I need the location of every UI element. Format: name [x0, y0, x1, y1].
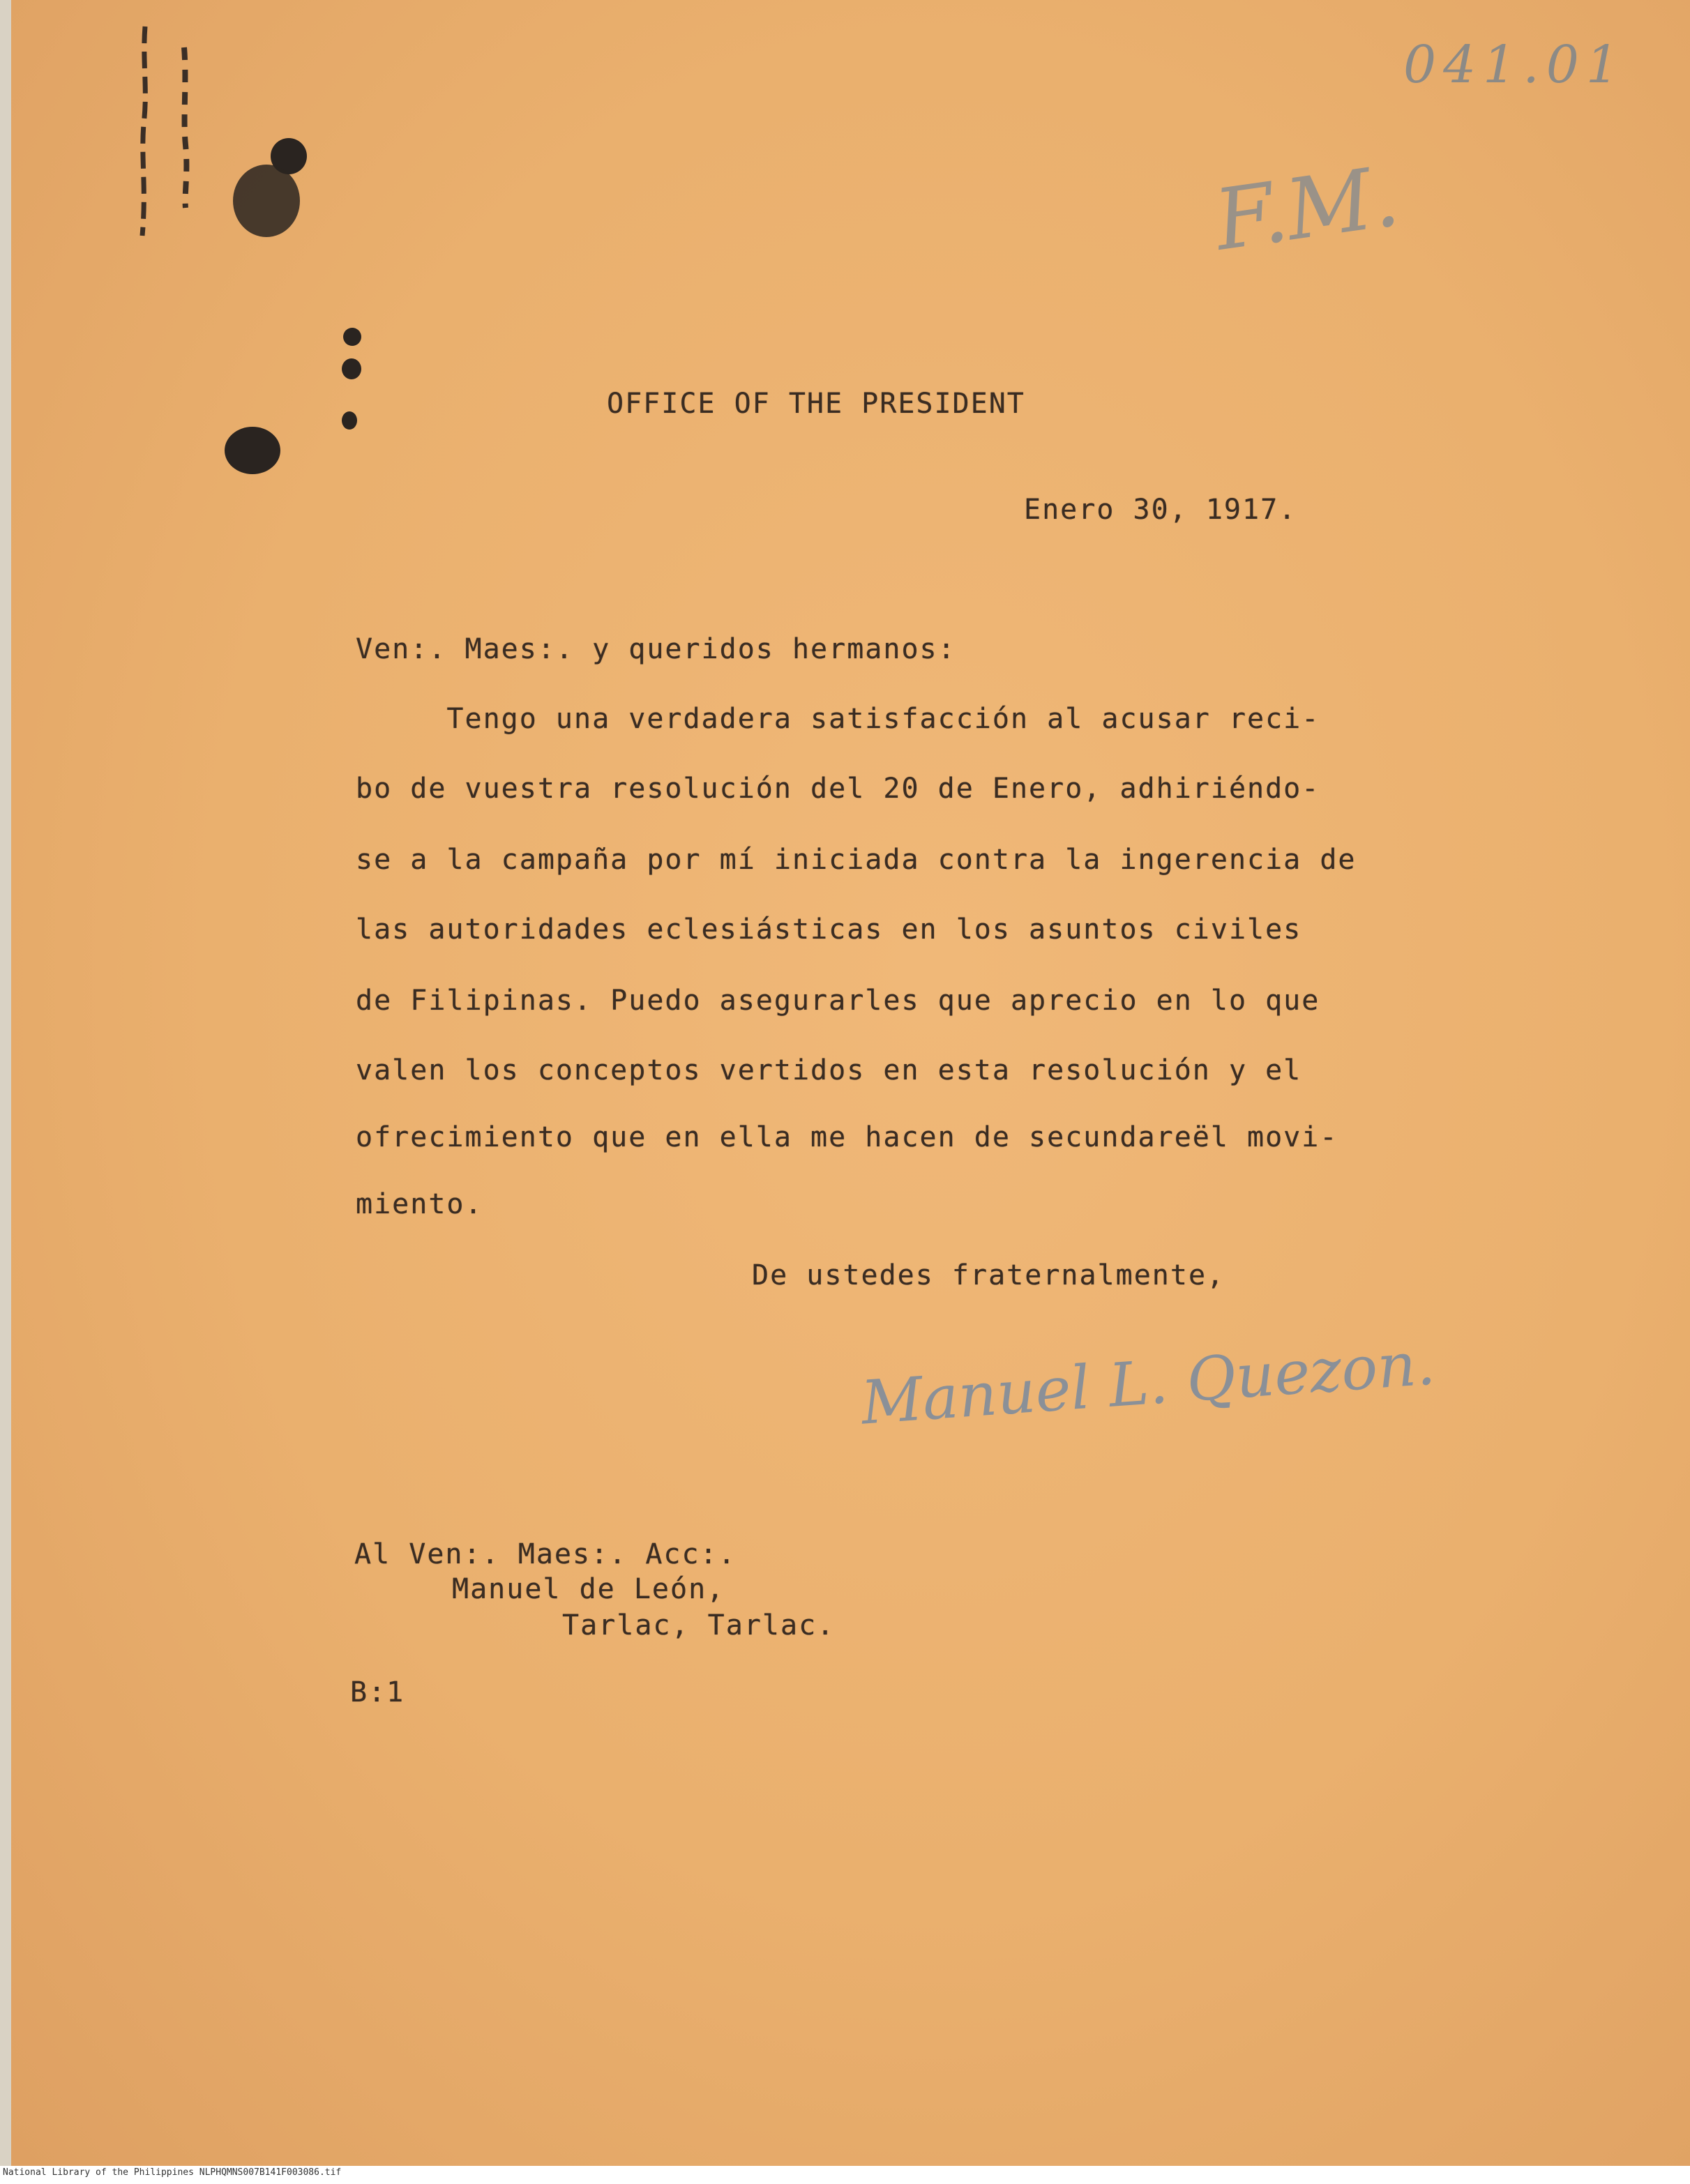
recipient-line-2: Manuel de León, — [452, 1573, 725, 1605]
scan-left-edge — [0, 0, 11, 2166]
ink-spot — [342, 358, 361, 379]
closing: De ustedes fraternalmente, — [752, 1259, 1225, 1291]
document-page — [11, 0, 1690, 2166]
body-line: de Filipinas. Puedo asegurarles que aprecio en lo que — [356, 985, 1320, 1017]
body-line: Tengo una verdadera satisfacción al acusar reci- — [356, 703, 1320, 735]
archive-number: 041.01 — [1403, 35, 1626, 95]
salutation: Ven:. Maes:. y queridos hermanos: — [356, 633, 956, 665]
binding-holes — [135, 20, 212, 250]
body-line: las autoridades eclesiásticas en los asuntos civiles — [356, 913, 1302, 946]
letter-date: Enero 30, 1917. — [1024, 494, 1297, 526]
handwritten-initials: F.M. — [1209, 148, 1405, 270]
reference-code: B:1 — [350, 1676, 405, 1708]
ink-spot — [233, 165, 300, 237]
ink-spot — [225, 427, 280, 474]
body-line: ofrecimiento que en ella me hacen de secundareël movi- — [356, 1121, 1338, 1153]
body-line: bo de vuestra resolución del 20 de Enero, adhiriéndo- — [356, 773, 1320, 805]
ink-spot — [342, 411, 357, 430]
recipient-line-1: Al Ven:. Maes:. Acc:. — [354, 1538, 737, 1570]
body-line: valen los conceptos vertidos en esta resolución y el — [356, 1054, 1302, 1086]
body-line: miento. — [356, 1188, 483, 1220]
ink-spot — [343, 328, 361, 346]
signature: Manuel L. Quezon. — [859, 1328, 1438, 1439]
recipient-line-3: Tarlac, Tarlac. — [562, 1609, 836, 1641]
body-line: se a la campaña por mí iniciada contra la ingerencia de — [356, 844, 1357, 876]
letterhead-title: OFFICE OF THE PRESIDENT — [607, 388, 1025, 420]
scan-footer-caption: National Library of the Philippines NLPHQMNS007B141F003086.tif — [3, 2167, 342, 2178]
